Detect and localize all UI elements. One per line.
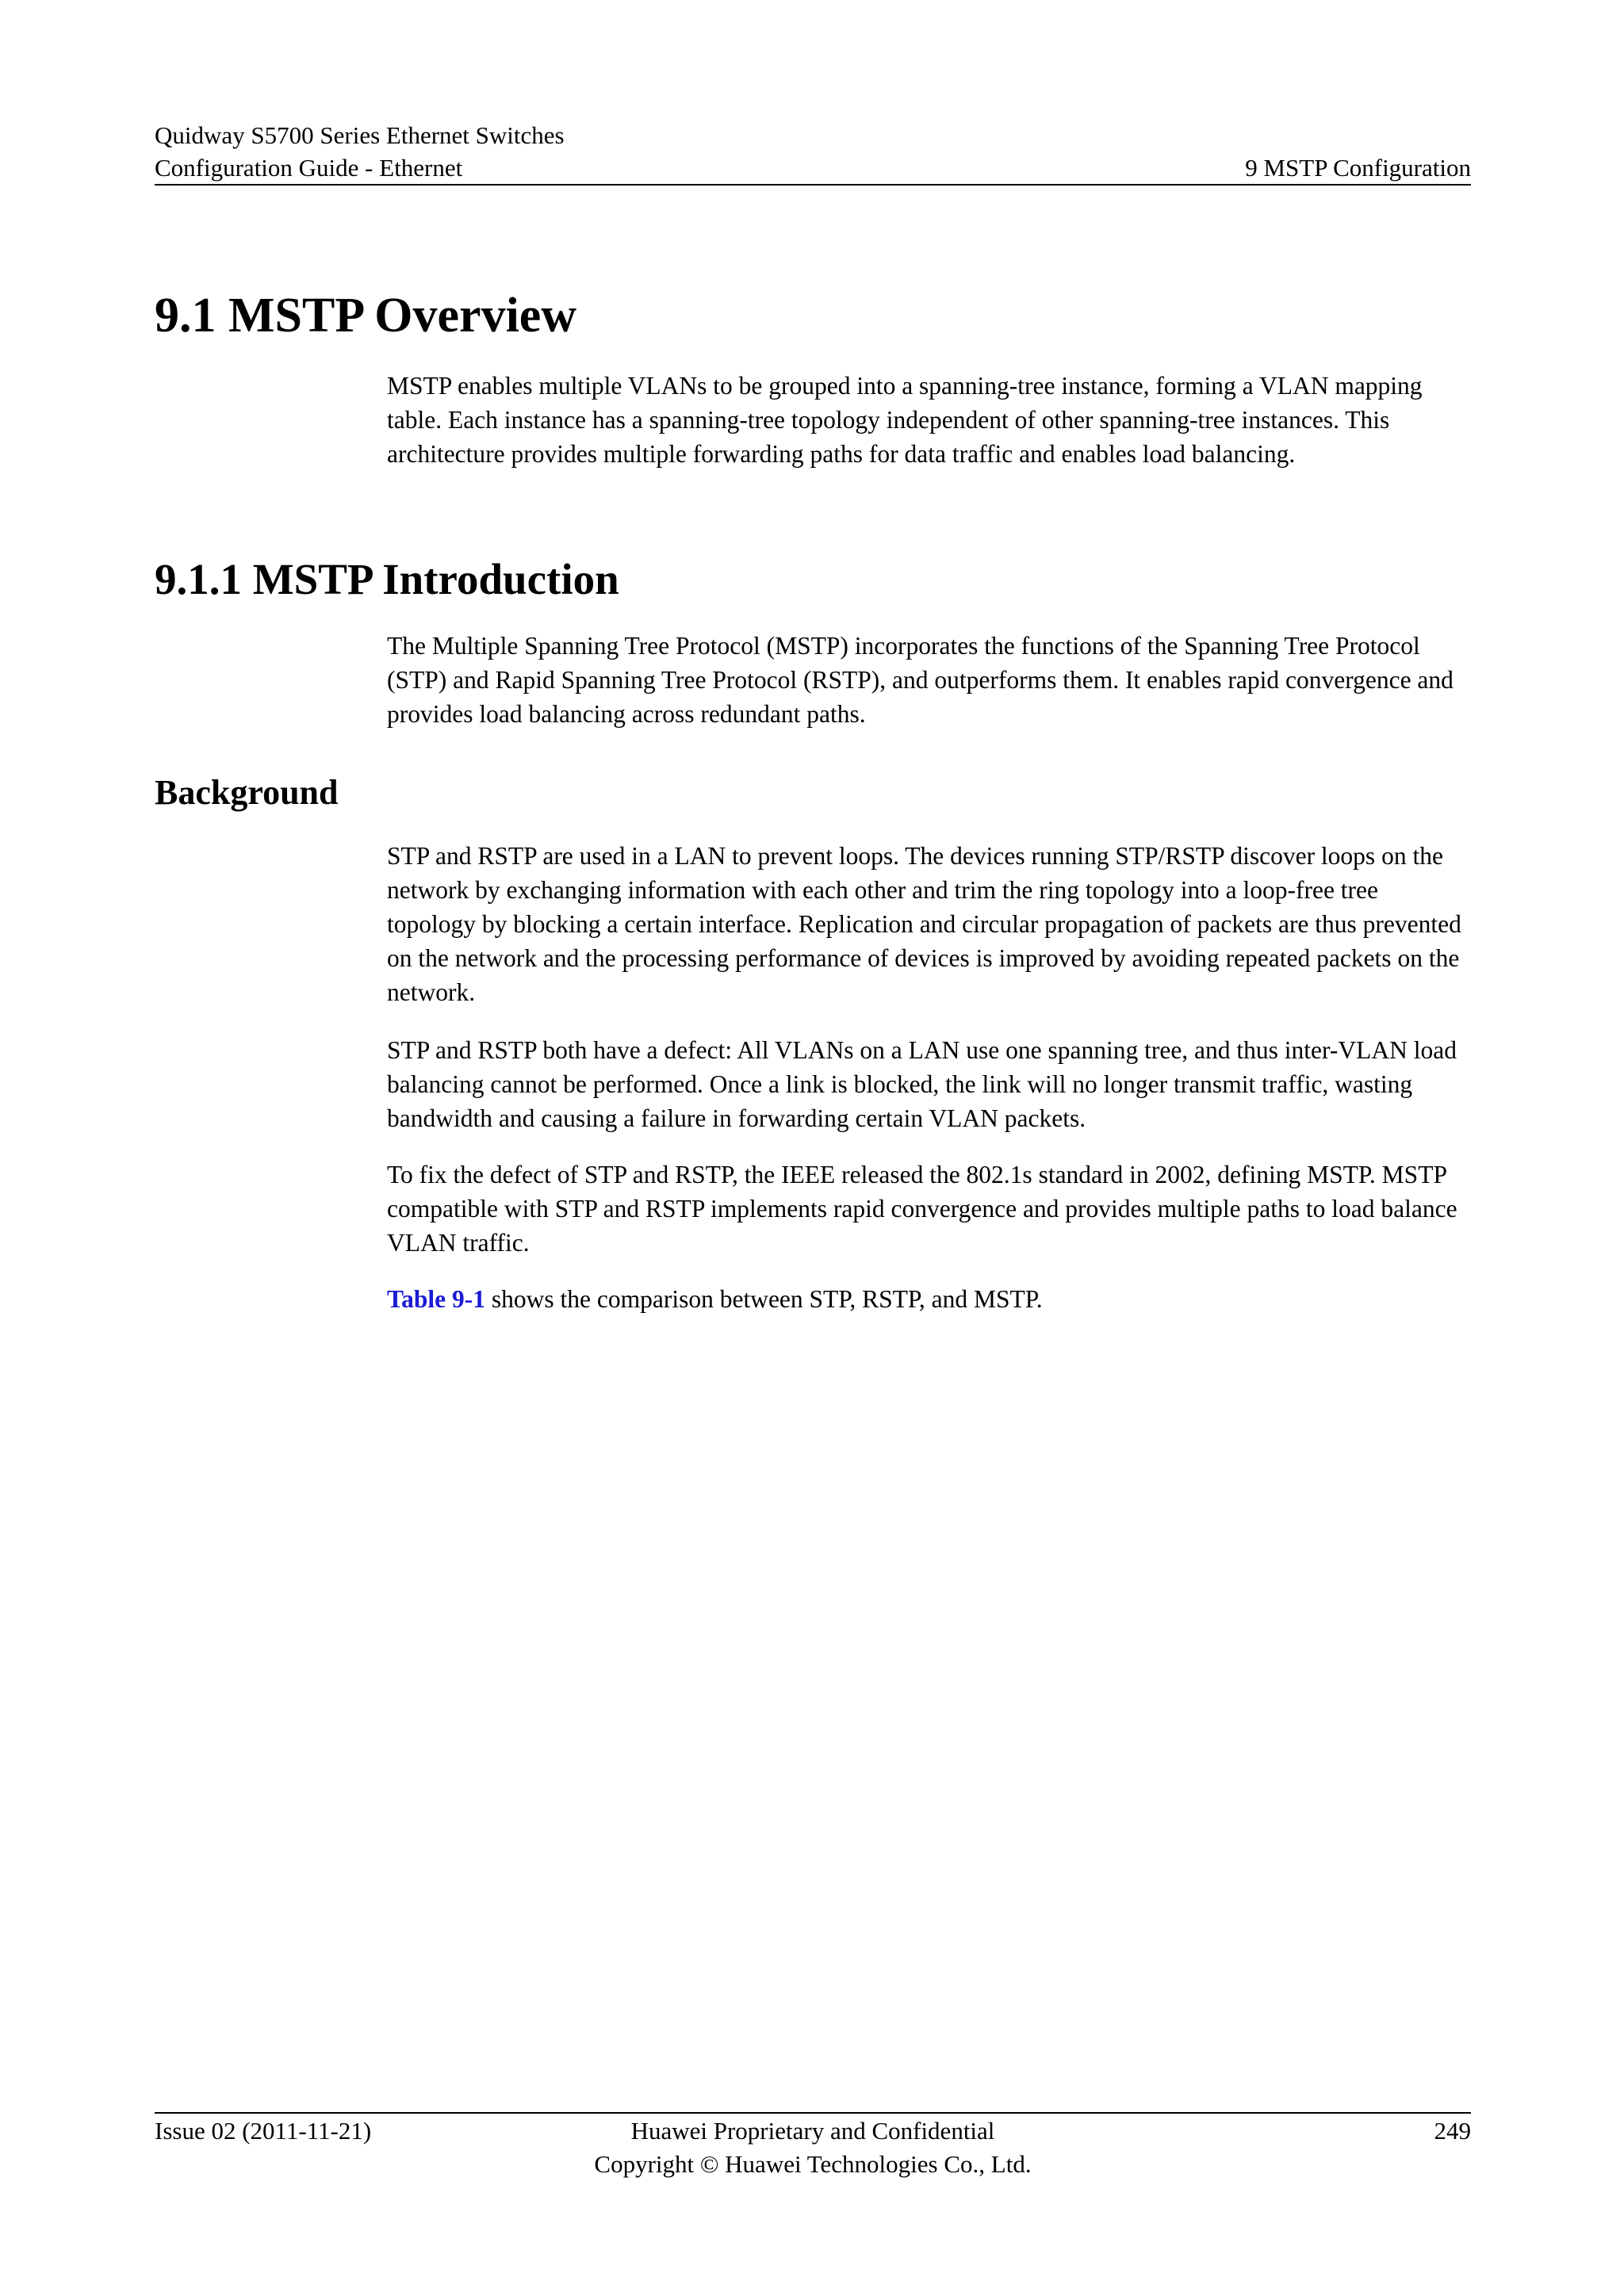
footer-issue: Issue 02 (2011-11-21) <box>155 2117 372 2145</box>
header-chapter: 9 MSTP Configuration <box>1245 154 1471 182</box>
table-9-1-link[interactable]: Table 9-1 <box>387 1285 485 1313</box>
footer-center <box>155 2114 1471 2181</box>
background-paragraph-2: STP and RSTP both have a defect: All VLANs on a LAN use one spanning tree, and thus inter-VLAN load balancing cannot be performed. Once a link is blocked, the link will no longer transmit traffic, wasting bandwidth and causing a failure in forwarding certain VLAN packets. <box>387 1036 1457 1132</box>
footer-confidential: Huawei Proprietary and Confidential <box>630 2117 995 2145</box>
header-product: Quidway S5700 Series Ethernet Switches <box>155 121 565 149</box>
header-guide: Configuration Guide - Ethernet <box>155 154 463 182</box>
table-reference-text: shows the comparison between STP, RSTP, and MSTP. <box>485 1285 1043 1313</box>
background-paragraph-1: STP and RSTP are used in a LAN to prevent loops. The devices running STP/RSTP discover loops on the network by exchanging information with each other and trim the ring topology into a loop-free tree topology by blocking a certain interface. Replication and circular propagation of packets are thus prevented on the network and the processing performance of devices is improved by avoiding repeated packets on the network. <box>387 842 1461 1006</box>
subsection-title: 9.1.1 MSTP Introduction <box>155 555 619 603</box>
background-paragraph-3: To fix the defect of STP and RSTP, the IEEE released the 802.1s standard in 2002, defining MSTP. MSTP compatible with STP and RSTP implements rapid convergence and provides multiple paths to load balance VLAN traffic. <box>387 1161 1457 1257</box>
table-reference-paragraph <box>387 1282 1472 1316</box>
page-number: 249 <box>1434 2117 1471 2145</box>
header-divider <box>155 184 1471 186</box>
overview-paragraph: MSTP enables multiple VLANs to be grouped into a spanning-tree instance, forming a VLAN mapping table. Each instance has a spanning-tree topology independent of other spanning-tree instances. This architecture provides multiple forwarding paths for data traffic and enables load balancing. <box>387 372 1423 468</box>
footer-divider <box>155 2112 1471 2114</box>
introduction-paragraph: The Multiple Spanning Tree Protocol (MSTP) incorporates the functions of the Spanning Tree Protocol (STP) and Rapid Spanning Tree Protocol (RSTP), and outperforms them. It enables rapid convergence and provides load balancing across redundant paths. <box>387 632 1454 728</box>
page-header <box>155 119 1471 184</box>
background-title: Background <box>155 773 339 812</box>
section-title: 9.1 MSTP Overview <box>155 289 577 342</box>
footer-copyright: Copyright © Huawei Technologies Co., Ltd. <box>594 2150 1032 2178</box>
